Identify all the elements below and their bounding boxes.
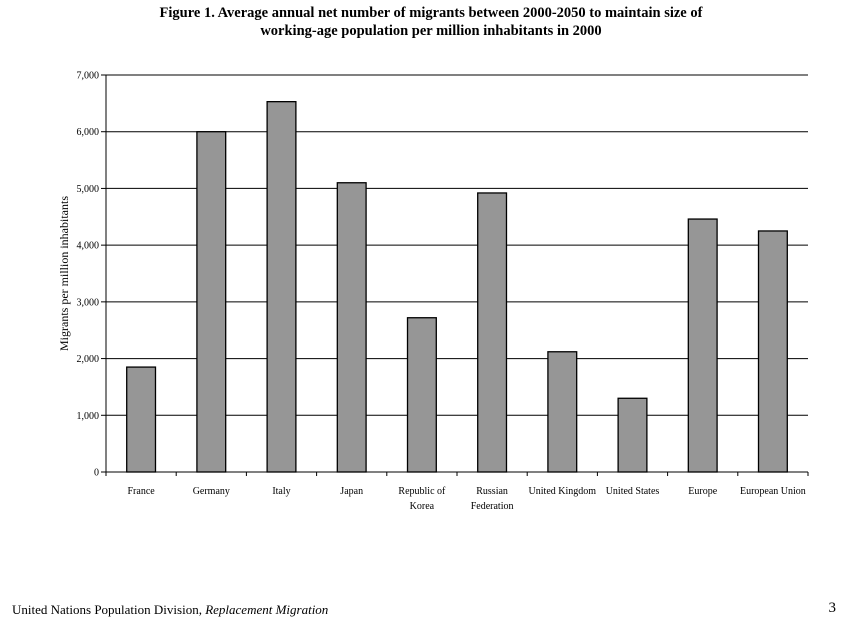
- bar: [337, 183, 366, 472]
- x-tick-label: France: [127, 486, 155, 497]
- y-tick-label: 7,000: [76, 70, 99, 82]
- footer-source-prefix: United Nations Population Division,: [12, 602, 206, 617]
- x-tick-label: Europe: [688, 486, 718, 497]
- y-tick-label: 1,000: [76, 410, 99, 422]
- x-tick-label: European Union: [739, 486, 806, 497]
- x-tick-label: Russian Federation: [470, 486, 514, 512]
- bar: [478, 193, 507, 472]
- page-number: 3: [828, 600, 836, 616]
- footer-source: [12, 602, 328, 618]
- bar: [548, 352, 577, 472]
- bar: [759, 231, 788, 472]
- bar: [127, 367, 156, 472]
- bar: [408, 318, 437, 472]
- x-tick-label: Germany: [192, 486, 230, 497]
- x-tick-label: United States: [605, 486, 660, 497]
- x-tick-label: Republic of Korea: [398, 486, 446, 512]
- bar: [197, 132, 226, 472]
- footer-source-title: Replacement Migration: [205, 602, 329, 617]
- y-tick-label: 5,000: [76, 183, 99, 195]
- bar: [267, 102, 296, 472]
- chart-title-line-1: Figure 1. Average annual net number of migrants between 2000-2050 to maintain size of: [159, 5, 703, 21]
- y-tick-label: 0: [94, 467, 99, 479]
- y-tick-label: 6,000: [76, 127, 99, 139]
- y-axis-label: Migrants per million inhabitants: [57, 196, 71, 351]
- x-tick-label: United Kingdom: [528, 486, 597, 497]
- x-tick-label: Japan: [340, 486, 364, 497]
- chart-title-line-2: working-age population per million inhabitants in 2000: [260, 23, 602, 39]
- y-tick-label: 2,000: [76, 354, 99, 366]
- bar: [688, 219, 717, 472]
- bar: [618, 398, 647, 472]
- x-tick-label: Italy: [272, 486, 291, 497]
- y-tick-label: 3,000: [76, 297, 99, 309]
- y-tick-label: 4,000: [76, 240, 99, 252]
